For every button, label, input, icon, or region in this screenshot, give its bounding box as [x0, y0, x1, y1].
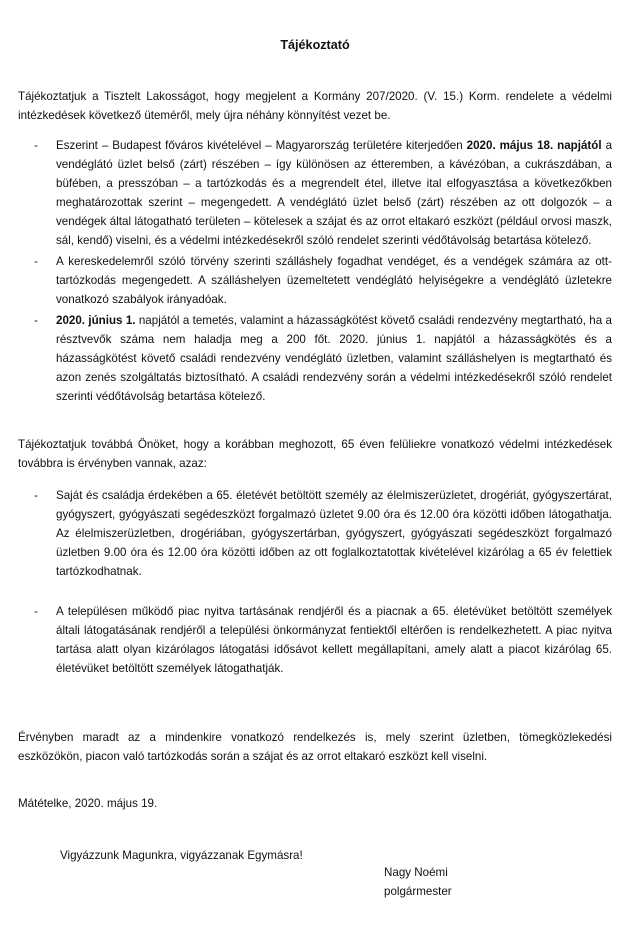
bullet-dash: -: [34, 489, 38, 502]
seniors-paragraph: Tájékoztatjuk továbbá Önöket, hogy a korábban meghozott, 65 éven felüliekre vonatkozó védelmi intézkedések továbbra is érvényben vannak, azaz:: [18, 438, 612, 470]
list-item-date: 2020. május 18. napjától: [466, 139, 602, 152]
bullet-dash: -: [34, 605, 38, 618]
list-item: [18, 486, 612, 581]
bullet-dash: -: [34, 255, 38, 268]
bullet-dash: -: [34, 139, 38, 152]
list-item: [18, 602, 612, 678]
measures-list: [18, 136, 612, 406]
list-item-text: A kereskedelemről szóló törvény szerinti szálláshely fogadhat vendéget, és a vendégek számára az ott-tartózkodás megengedett. A szálláshelyen üzemeltetett vendéglátó helyiségekre a vendéglátó üzletekre vonatkozó szabályok irányadóak.: [56, 255, 612, 306]
list-item-date: 2020. június 1.: [56, 314, 136, 327]
list-item-text: A településen működő piac nyitva tartásának rendjéről és a piacnak a 65. életévüket betöltött személyek általi látogatásának rendjéről a települési önkormányzat fentiektől eltérően is rendelkezhetett. A piac nyitva tartása alatt olyan kizárólagos látogatási idősávot kellett megállapítani, amely alatt a piacot kizárólag 65. életévüket betöltött személyek látogathatják.: [56, 605, 612, 675]
list-item: [18, 136, 612, 250]
list-item: [18, 311, 612, 406]
list-item-text: Saját és családja érdekében a 65. életévét betöltött személy az élelmiszerüzletet, drogériát, gyógyszertárat, gyógyszert, gyógyászati segédeszközt forgalmazó üzletet 9.00 óra és 12.00 óra közötti időben látogathatja. Az élelmiszerüzletben, drogériában, gyógyszertárban, gyógyszert, gyógyászati segédeszközt forgalmazó üzletben 9.00 óra és 12.00 óra közötti időben az ott foglalkoztatottak kivételével kizárólag a 65 év felettiek tartózkodhatnak.: [56, 489, 612, 578]
date-line: Mátételke, 2020. május 19.: [18, 797, 158, 810]
list-item-text: Eszerint – Budapest főváros kivételével – Magyarország területére kiterjedően: [56, 139, 467, 152]
mask-rule-paragraph: Érvényben maradt az a mindenkire vonatkozó rendelkezés is, mely szerint üzletben, tömegközlekedési eszközökön, piacon való tartózkodás során a szájat és az orrot eltakaró eszközt kell viselni.: [18, 731, 612, 763]
closing-slogan: Vigyázzunk Magunkra, vigyázzanak Egymásra!: [60, 849, 303, 862]
signatory-name: Nagy Noémi: [384, 866, 448, 879]
intro-paragraph: Tájékoztatjuk a Tisztelt Lakosságot, hogy megjelent a Kormány 207/2020. (V. 15.) Korm. rendelete a védelmi intézkedések következő üteméről, mely újra néhány könnyítést vezet be.: [18, 90, 612, 122]
bullet-dash: -: [34, 314, 38, 327]
document-title: Tájékoztató: [280, 38, 350, 52]
seniors-measures-list: [18, 486, 612, 678]
list-item-text: a vendéglátó üzlet belső (zárt) részében – így különösen az étteremben, a kávézóban, a cukrászdában, a büfében, a presszóban – a tartózkodás és a megrendelt étel, illetve ital elfogyasztása a következőkben meghatározottak szerint – megengedett. A vendéglátó üzlet belső (zárt) részében az ott dolgozók – a vendégek által látogatható területen – kötelesek a szájat és az orrot eltakaró eszközt (például orvosi maszk, sál, kendő) viselni, és a védelmi intézkedésekről szóló rendelet szerinti védőtávolság betartása kötelező.: [56, 139, 613, 247]
list-item: [18, 252, 612, 309]
list-item-text: napjától a temetés, valamint a házasságkötést követő családi rendezvény megtartható, ha a résztvevők száma nem haladja meg a 200 főt. 2020. június 1. napjától a házasságkötés és a házasságkötést követő családi rendezvény vendéglátó üzletben, valamint szálláshelyen is megtartható és azon zenés szolgáltatás biztosítható. A családi rendezvény során a védelmi intézkedésekről szóló rendelet szerinti védőtávolság betartása kötelező.: [56, 314, 612, 403]
signatory-title: polgármester: [384, 885, 452, 898]
